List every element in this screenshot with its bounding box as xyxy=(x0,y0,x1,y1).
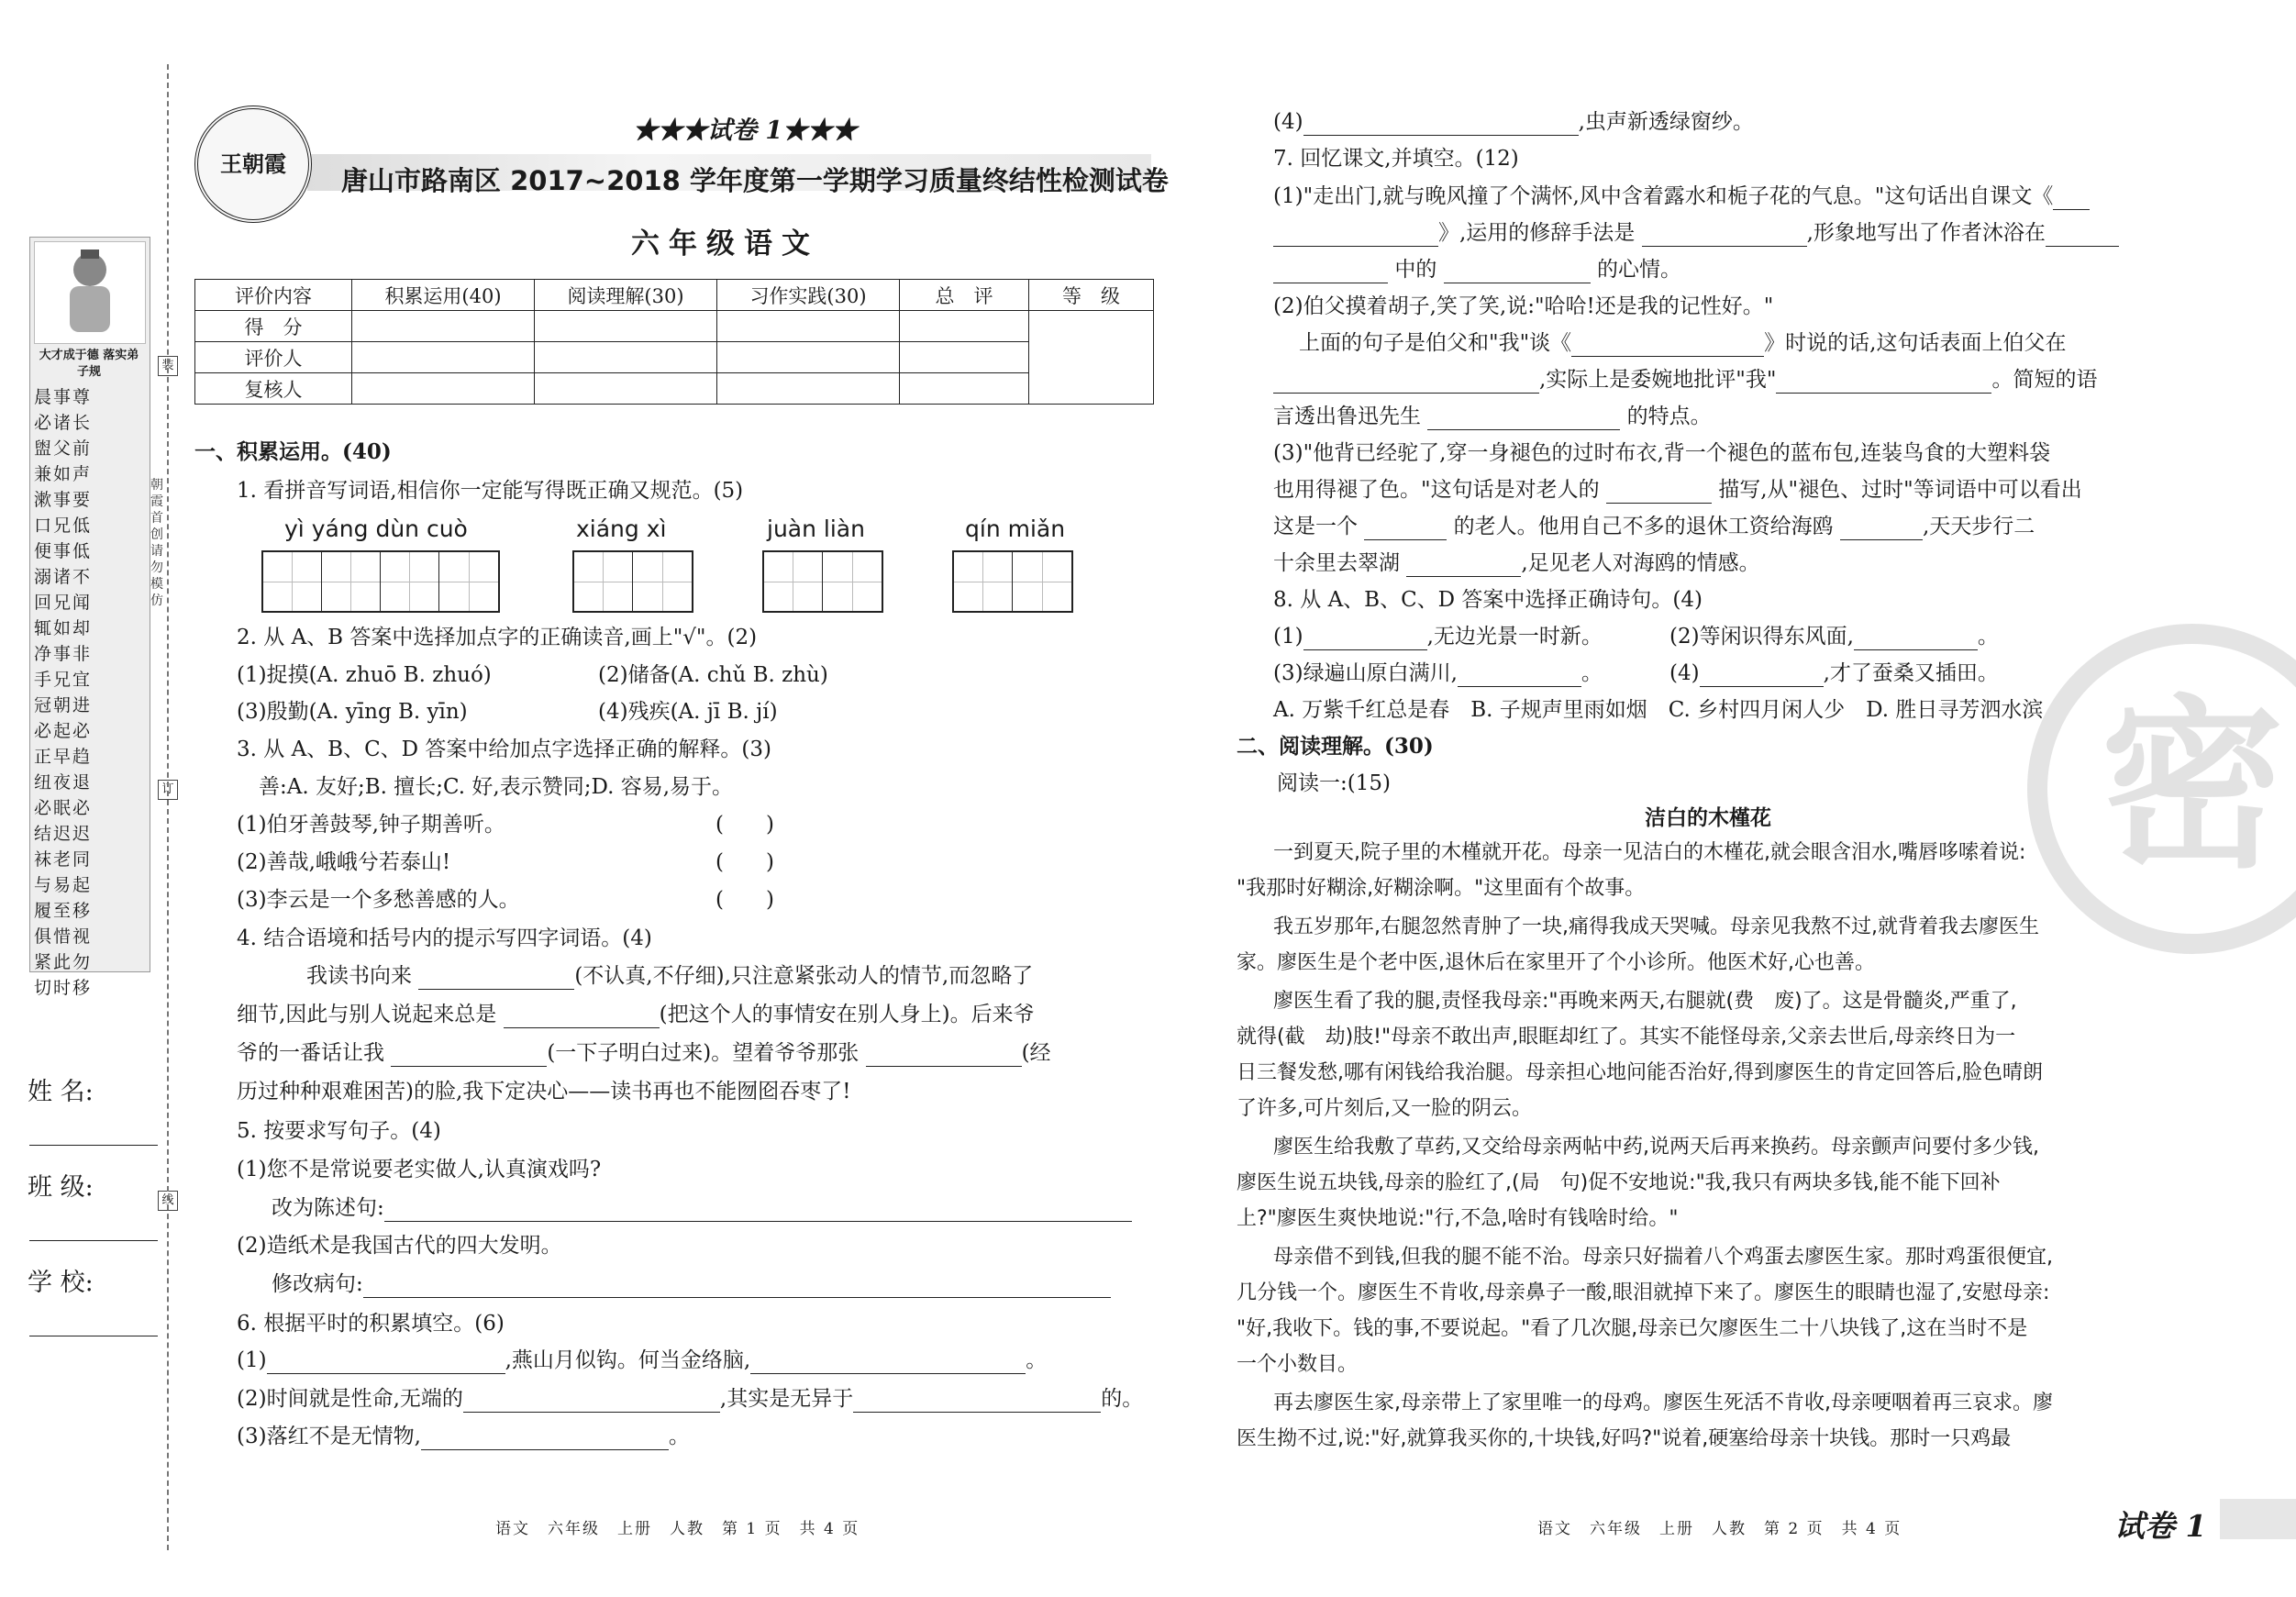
q3-item-3: (3)李云是一个多愁善感的人。 xyxy=(237,888,520,912)
sidebar-rule: 俱惜视 xyxy=(34,926,93,947)
score-cell[interactable] xyxy=(352,373,535,405)
score-header: 习作实践(30) xyxy=(717,280,900,311)
story-line: 再去廖医生家,母亲带上了家里唯一的母鸡。廖医生死活不肯收,母亲哽咽着再三哀求。廖 xyxy=(1273,1392,2053,1414)
score-header: 总 评 xyxy=(900,280,1029,311)
answer-blank[interactable] xyxy=(421,1429,669,1450)
q3-options: 善:A. 友好;B. 擅长;C. 好,表示赞同;D. 容易,易于。 xyxy=(259,775,734,799)
q7-item-1-line-2: 》,运用的修辞手法是 ,形象地写出了作者沐浴在 xyxy=(1273,219,2119,247)
paper-badge: 试卷 1 xyxy=(2114,1508,2207,1544)
question-6: 6. 根据平时的积累填空。(6) xyxy=(237,1312,505,1336)
q6-item-3: (3)落红不是无情物, 。 xyxy=(237,1425,690,1448)
answer-blank[interactable] xyxy=(1303,115,1579,136)
answer-blank[interactable] xyxy=(384,1201,1132,1222)
score-row-label: 得 分 xyxy=(195,311,352,342)
score-cell[interactable] xyxy=(717,311,900,342)
q8-item-3: (3)绿遍山原白满川, 。 xyxy=(1273,661,1603,685)
answer-paren[interactable]: ( ) xyxy=(715,850,774,874)
story-line: 家。廖医生是个老中医,退休后在家里开了个小诊所。他医术好,心也善。 xyxy=(1237,951,1875,974)
answer-blank[interactable] xyxy=(1700,666,1824,687)
story-line: 就得(截 劫)肢!"母亲不敢出声,眼眶却红了。其实不能怪母亲,父亲去世后,母亲终日为一 xyxy=(1237,1026,2016,1048)
sidebar-rule: 盥父前 xyxy=(34,438,93,459)
score-table xyxy=(194,279,1154,405)
answer-blank[interactable] xyxy=(1406,556,1521,577)
question-4: 4. 结合语境和括号内的提示写四字词语。(4) xyxy=(237,926,652,950)
pinyin-3: juàn liàn xyxy=(767,516,865,542)
story-line: 廖医生看了我的腿,责怪我母亲:"再晚来两天,右腿就(费 废)了。这是骨髓炎,严重了, xyxy=(1273,990,2017,1013)
answer-blank[interactable] xyxy=(1642,226,1807,247)
question-5: 5. 按要求写句子。(4) xyxy=(237,1119,441,1143)
answer-blank[interactable] xyxy=(1776,372,1991,394)
pinyin-2: xiáng xì xyxy=(576,516,667,542)
q5-answer-line-2: 修改病句: xyxy=(272,1270,1111,1298)
tianzige-grid-1[interactable] xyxy=(261,550,500,613)
score-cell[interactable] xyxy=(900,311,1029,342)
answer-blank[interactable] xyxy=(2046,226,2119,247)
story-title: 洁白的木槿花 xyxy=(1645,806,1771,830)
q7-item-3-line-4: 十余里去翠湖 ,足见老人对海鸥的情感。 xyxy=(1273,551,1760,575)
answer-blank[interactable] xyxy=(1273,262,1388,283)
cut-line xyxy=(167,64,169,1550)
q7-item-1: (1)"走出门,就与晚风撞了个满怀,风中含着露水和栀子花的气息。"这句话出自课文《 xyxy=(1273,183,2090,210)
sidebar-rule: 兼如声 xyxy=(34,464,93,484)
answer-blank[interactable] xyxy=(2053,189,2090,210)
sidebar-motto: 大才成于德 落实弟子规 xyxy=(39,349,139,379)
q5-item-2: (2)造纸术是我国古代的四大发明。 xyxy=(237,1234,562,1258)
class-label: 班 级: xyxy=(28,1173,94,1202)
story-line: 一个小数目。 xyxy=(1237,1353,1359,1376)
sidebar-rules xyxy=(34,384,144,1001)
sidebar-rule: 溺诸不 xyxy=(34,567,93,587)
q3-item-2: (2)善哉,峨峨兮若泰山! xyxy=(237,850,451,874)
answer-blank[interactable] xyxy=(418,969,574,990)
q6-item-1: (1) ,燕山月似钩。何当金络脑, 。 xyxy=(237,1348,1048,1372)
q6-item-2: (2)时间就是性命,无端的 ,其实是无异于 的。 xyxy=(237,1387,1144,1411)
score-cell[interactable] xyxy=(352,342,535,373)
page-footer-2: 语文 六年级 上册 人教 第 2 页 共 4 页 xyxy=(1537,1520,1902,1538)
score-cell[interactable] xyxy=(535,342,717,373)
question-2: 2. 从 A、B 答案中选择加点字的正确读音,画上"√"。(2) xyxy=(237,626,758,649)
binding-sidebar xyxy=(0,0,174,1597)
q8-item-2: (2)等闲识得东风面, 。 xyxy=(1669,625,1999,649)
answer-blank[interactable] xyxy=(504,1007,660,1028)
sidebar-rule: 回兄闻 xyxy=(34,593,93,613)
sidebar-rule: 必起必 xyxy=(34,721,93,741)
answer-blank[interactable] xyxy=(1273,226,1438,247)
q4-line-4: 历过种种艰难困苦)的脸,我下定决心——读书再也不能囫囵吞枣了! xyxy=(237,1080,851,1103)
story-line: "好,我收下。钱的事,不要说起。"看了几次腿,母亲已欠廖医生二十八块钱了,这在当时不是 xyxy=(1237,1317,2028,1340)
binding-mark-ding: 订 xyxy=(158,780,178,800)
q4-line-3: 爷的一番话让我 (一下子明白过来)。望着爷爷那张 (经 xyxy=(237,1041,1051,1065)
sidebar-rule: 与易起 xyxy=(34,875,93,895)
sidebar-rule: 紧此勿 xyxy=(34,952,93,972)
story-line: 几分钱一个。廖医生不肯收,母亲鼻子一酸,眼泪就掉下来了。廖医生的眼睛也湿了,安慰母亲: xyxy=(1237,1281,2050,1304)
score-cell[interactable] xyxy=(717,373,900,405)
sidebar-rule: 辄如却 xyxy=(34,618,93,638)
question-1: 1. 看拼音写词语,相信你一定能写得既正确又规范。(5) xyxy=(237,479,744,503)
answer-blank[interactable] xyxy=(1606,482,1712,504)
score-header: 积累运用(40) xyxy=(352,280,535,311)
score-row-label: 评价人 xyxy=(195,342,352,373)
binding-mark-zhuang: 装 xyxy=(158,356,178,376)
story-line: 一到夏天,院子里的木槿就开花。母亲一见洁白的木槿花,就会眼含泪水,嘴唇哆嗦着说: xyxy=(1273,841,2026,864)
sidebar-rule: 净事非 xyxy=(34,644,93,664)
sidebar-rule: 切时移 xyxy=(34,978,93,998)
sidebar-rule: 冠朝进 xyxy=(34,695,93,715)
story-line: 了许多,可片刻后,又一脸的阴云。 xyxy=(1237,1097,1532,1120)
class-field[interactable] xyxy=(29,1240,158,1241)
q2-item-3: (3)殷勤(A. yīng B. yīn) xyxy=(237,700,468,724)
q7-item-2-line-2: ,实际上是委婉地批评"我" 。简短的语 xyxy=(1273,366,2097,394)
score-cell[interactable] xyxy=(717,342,900,373)
story-line: "我那时好糊涂,好糊涂啊。"这里面有个故事。 xyxy=(1237,877,1646,900)
answer-blank[interactable] xyxy=(853,1392,1101,1413)
section-2-heading: 二、阅读理解。(30) xyxy=(1237,734,1434,759)
q4-line-1: 我读书向来 (不认真,不仔细),只注意紧张动人的情节,而忽略了 xyxy=(306,964,1034,988)
pinyin-4: qín miǎn xyxy=(965,516,1066,542)
q7-item-1-line-3: 中的 的心情。 xyxy=(1273,256,1681,283)
sidebar-rule: 必眠必 xyxy=(34,798,93,818)
q7-item-2-line-3: 言透出鲁迅先生 的特点。 xyxy=(1273,405,1712,428)
story-line: 医生拗不过,说:"好,就算我买你的,十块钱,好吗?"说着,硬塞给母亲十块钱。那时一只鸡最 xyxy=(1237,1427,2012,1450)
answer-blank[interactable] xyxy=(1458,666,1581,687)
answer-blank[interactable] xyxy=(267,1353,505,1374)
sidebar-rule: 必诸长 xyxy=(34,413,93,433)
story-line: 我五岁那年,右腿忽然青肿了一块,痛得我成天哭喊。母亲见我熬不过,就背着我去廖医生 xyxy=(1273,915,2039,938)
q7-item-3-line-3: 这是一个 的老人。他用自己不多的退休工资给海鸥 ,天天步行二 xyxy=(1273,515,2035,538)
story-line: 上?"廖医生爽快地说:"行,不急,啥时有钱啥时给。" xyxy=(1237,1207,1679,1230)
story-line: 日三餐发愁,哪有闲钱给我治腿。母亲担心地问能否治好,得到廖医生的肯定回答后,脸色晴朗 xyxy=(1237,1061,2043,1084)
page-footer-1: 语文 六年级 上册 人教 第 1 页 共 4 页 xyxy=(495,1520,860,1538)
answer-blank[interactable] xyxy=(1364,519,1447,540)
score-cell[interactable] xyxy=(900,373,1029,405)
publisher-logo: 王朝霞 xyxy=(194,105,312,223)
score-header: 等 级 xyxy=(1029,280,1154,311)
subject-title: 六年级语文 xyxy=(631,227,819,261)
q8-options: A. 万紫千红总是春 B. 子规声里雨如烟 C. 乡村四月闲人少 D. 胜日寻芳泗水滨 xyxy=(1273,698,2044,722)
badge-decoration xyxy=(2220,1499,2296,1539)
answer-blank[interactable] xyxy=(1840,519,1923,540)
answer-blank[interactable] xyxy=(1273,372,1539,394)
answer-blank[interactable] xyxy=(1303,629,1427,650)
name-field[interactable] xyxy=(29,1145,158,1146)
answer-blank[interactable] xyxy=(1854,629,1978,650)
question-8: 8. 从 A、B、C、D 答案中选择正确诗句。(4) xyxy=(1273,588,1703,612)
story-line: 廖医生说五块钱,母亲的脸红了,(局 句)促不安地说:"我,我只有两块多钱,能不能下回补 xyxy=(1237,1171,2001,1194)
q8-item-1: (1) ,无边光景一时新。 xyxy=(1273,625,1603,649)
section-1-heading: 一、积累运用。(40) xyxy=(194,439,392,464)
q2-item-4: (4)残疾(A. jī B. jí) xyxy=(598,700,778,724)
q7-item-3-line-1: (3)"他背已经驼了,穿一身褪色的过时布衣,背一个褪色的蓝布包,连装鸟食的大塑料袋 xyxy=(1273,441,2051,465)
score-header: 评价内容 xyxy=(195,280,352,311)
confidential-seal: 密 xyxy=(2027,624,2296,954)
grade-cell[interactable] xyxy=(1029,311,1154,405)
sidebar-rule: 漱事要 xyxy=(34,490,93,510)
answer-paren[interactable]: ( ) xyxy=(715,888,774,912)
answer-blank[interactable] xyxy=(463,1392,720,1413)
story-line: 母亲借不到钱,但我的腿不能不治。母亲只好揣着八个鸡蛋去廖医生家。那时鸡蛋很便宜, xyxy=(1273,1246,2053,1269)
answer-blank[interactable] xyxy=(1427,409,1620,430)
scholar-illustration xyxy=(34,241,146,344)
pinyin-1: yì yáng dùn cuò xyxy=(284,516,468,542)
q7-item-2: (2)伯父摸着胡子,笑了笑,说:"哈哈!还是我的记性好。" xyxy=(1273,294,1774,318)
q6-item-4: (4) ,虫声新透绿窗纱。 xyxy=(1273,110,1754,134)
q2-item-1: (1)捉摸(A. zhuō B. zhuó) xyxy=(237,663,492,687)
vertical-note: 朝霞首创 请勿模仿 xyxy=(150,478,163,608)
answer-blank[interactable] xyxy=(1444,262,1591,283)
q5-item-1: (1)您不是常说要老实做人,认真演戏吗? xyxy=(237,1158,602,1181)
q2-item-2: (2)储备(A. chǔ B. zhù) xyxy=(598,663,828,687)
q5-answer-line-1: 改为陈述句: xyxy=(272,1194,1132,1222)
question-3: 3. 从 A、B、C、D 答案中给加点字选择正确的解释。(3) xyxy=(237,738,772,761)
q8-item-4: (4) ,才了蚕桑又插田。 xyxy=(1669,661,1999,685)
score-cell[interactable] xyxy=(535,373,717,405)
sidebar-rule: 纽夜退 xyxy=(34,772,93,793)
answer-blank[interactable] xyxy=(363,1277,1111,1298)
sidebar-rule: 便事低 xyxy=(34,541,93,561)
sidebar-rule: 袜老同 xyxy=(34,849,93,870)
score-cell[interactable] xyxy=(535,311,717,342)
q4-line-2: 细节,因此与别人说起来总是 (把这个人的事情安在别人身上)。后来爷 xyxy=(237,1003,1035,1026)
sidebar-rule: 正早趋 xyxy=(34,747,93,767)
q3-item-1: (1)伯牙善鼓琴,钟子期善听。 xyxy=(237,813,505,837)
question-7: 7. 回忆课文,并填空。(12) xyxy=(1273,147,1519,171)
sidebar-rule: 口兄低 xyxy=(34,516,93,536)
sidebar-rule: 晨事尊 xyxy=(34,387,93,407)
exam-title: 唐山市路南区 2017~2018 学年度第一学期学习质量终结性检测试卷 xyxy=(341,165,1169,196)
answer-blank[interactable] xyxy=(391,1046,547,1067)
answer-blank[interactable] xyxy=(750,1353,1026,1374)
paper-tag: ★★★试卷 1★★★ xyxy=(633,116,858,145)
q7-item-2-line-1: 上面的句子是伯父和"我"谈《 》时说的话,这句话表面上伯父在 xyxy=(1299,331,2067,355)
score-cell[interactable] xyxy=(352,311,535,342)
name-label: 姓 名: xyxy=(28,1078,94,1106)
answer-blank[interactable] xyxy=(866,1046,1022,1067)
score-header: 阅读理解(30) xyxy=(535,280,717,311)
school-label: 学 校: xyxy=(28,1269,94,1297)
sidebar-rule: 履至移 xyxy=(34,901,93,921)
sidebar-rule: 手兄宜 xyxy=(34,670,93,690)
answer-paren[interactable]: ( ) xyxy=(715,813,774,837)
score-cell[interactable] xyxy=(900,342,1029,373)
binding-mark-xian: 线 xyxy=(158,1191,178,1211)
score-row-label: 复核人 xyxy=(195,373,352,405)
q7-item-3-line-2: 也用得褪了色。"这句话是对老人的 描写,从"褪色、过时"等词语中可以看出 xyxy=(1273,478,2082,502)
story-line: 廖医生给我敷了草药,又交给母亲两帖中药,说两天后再来换药。母亲颤声问要付多少钱, xyxy=(1273,1136,2039,1159)
tianzige-grid-3[interactable] xyxy=(762,550,883,613)
motto-panel xyxy=(29,237,150,998)
tianzige-grid-4[interactable] xyxy=(952,550,1073,613)
answer-blank[interactable] xyxy=(1571,336,1764,357)
sidebar-rule: 结迟迟 xyxy=(34,824,93,844)
reading-1-label: 阅读一:(15) xyxy=(1277,771,1391,795)
tianzige-grid-2[interactable] xyxy=(572,550,693,613)
